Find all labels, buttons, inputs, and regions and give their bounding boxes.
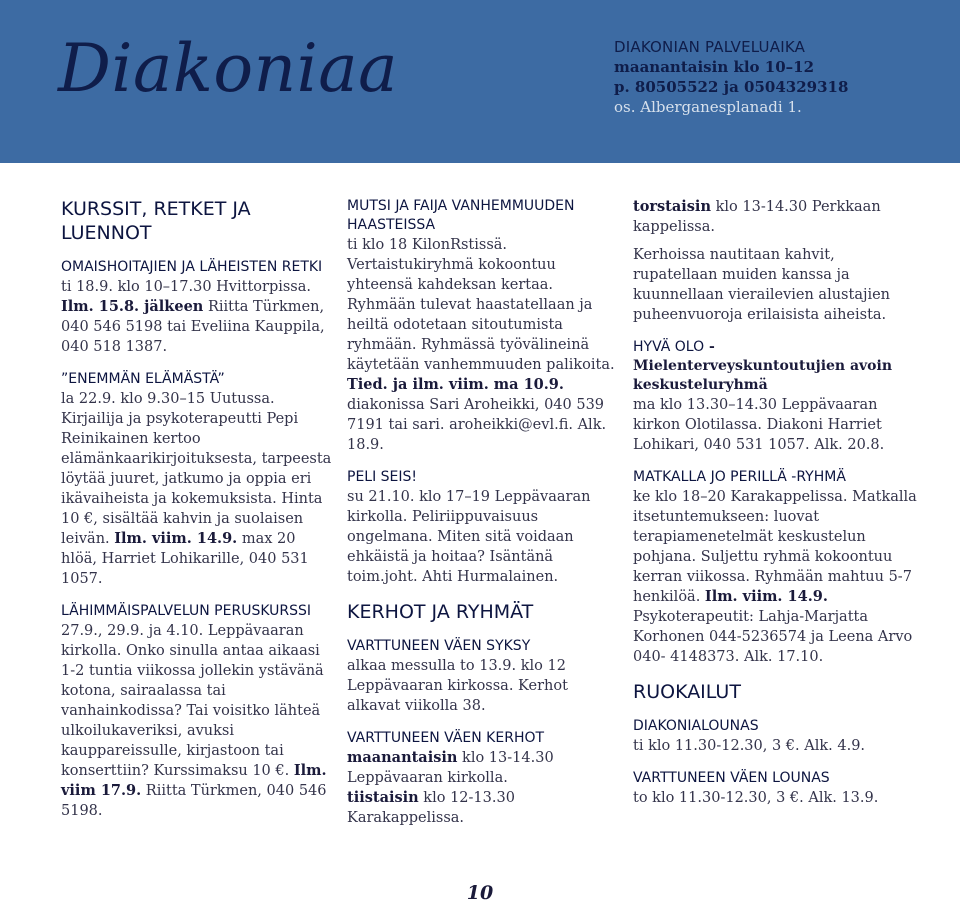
- column-1: [61, 197, 336, 821]
- journey-group-contact: Psykoterapeutit: Lahja-Marjatta Korhonen 044-5236574 ja Leena Arvo 040- 4148373. Alk. 17.10.: [633, 609, 913, 665]
- heading-seniors-clubs: VARTTUNEEN VÄEN KERHOT: [347, 730, 545, 746]
- parenting-reg: Tied. ja ilm. viim. ma 10.9.: [347, 376, 564, 393]
- heading-parenting: MUTSI JA FAIJA VANHEMMUUDEN HAASTEISSA: [347, 198, 575, 233]
- thursday-club: [633, 197, 923, 237]
- column-2: [347, 197, 617, 828]
- heading-wellbeing: [633, 338, 923, 395]
- tuesday-label: tiistaisin: [347, 789, 419, 806]
- caregiver-trip-date: ti 18.9. klo 10–17.30 Hvittorpissa.: [61, 279, 312, 295]
- caregiver-trip-contact: Riitta Türkmen, 040 546 5198 tai Eveliina Kauppila, 040 518 1387.: [61, 299, 325, 355]
- heading-game-stop: PELI SEIS!: [347, 469, 418, 485]
- more-life-contact: max 20 hlöä, Harriet Lohikarille, 040 531 1057.: [61, 531, 309, 587]
- seniors-clubs-monday: [347, 748, 617, 788]
- parenting-contact: diakonissa Sari Aroheikki, 040 539 7191 tai sari. aroheikki@evl.fi. Alk. 18.9.: [347, 397, 607, 453]
- seniors-lunch-body: to klo 11.30-12.30, 3 €. Alk. 13.9.: [633, 790, 879, 806]
- neighbor-course-contact: Riitta Türkmen, 040 546 5198.: [61, 783, 327, 819]
- wellbeing-rest: - Mielenterveyskuntoutujien avoin keskusteluryhmä: [633, 339, 893, 393]
- wellbeing-caps: HYVÄ OLO: [633, 339, 705, 355]
- service-hours: maanantaisin klo 10–12: [614, 58, 815, 76]
- more-life-reg: Ilm. viim. 14.9.: [114, 530, 238, 547]
- neighbor-course-desc: 27.9., 29.9. ja 4.10. Leppävaaran kirkolla. Onko sinulla antaa aikaasi 1-2 tuntia viikossa jollekin ystävänä kotona, sairaalassa tai vanhainkodissa? Tai voisitko lähteä ulkoilukaveriksi, avuksi kauppareissulle, kirjastoon tai konserttiin? Kurssimaksu 10 €.: [61, 623, 324, 779]
- more-life-date: la 22.9. klo 9.30–15 Uutussa.: [61, 391, 275, 407]
- more-life-desc: Kirjailija ja psykoterapeutti Pepi Reinikainen kertoo elämänkaarikirjoituksesta, tarpeesta löytää juuret, jatkumo ja oppia eri ikävaiheista ja kokemuksista. Hinta 10 €, sisältää kahvin ja suolaisen leivän.: [61, 411, 332, 547]
- section-title-clubs: KERHOT JA RYHMÄT: [347, 601, 534, 623]
- heading-neighbor-course: LÄHIMMÄISPALVELUN PERUSKURSSI: [61, 603, 312, 619]
- page-number: 10: [466, 882, 494, 904]
- heading-journey-group: MATKALLA JO PERILLÄ -RYHMÄ: [633, 469, 846, 485]
- heading-seniors-autumn: VARTTUNEEN VÄEN SYKSY: [347, 638, 531, 654]
- tuesday-detail: klo 12-13.30 Karakappelissa.: [347, 790, 515, 826]
- heading-seniors-lunch: VARTTUNEEN VÄEN LOUNAS: [633, 770, 830, 786]
- seniors-clubs-tuesday: [347, 788, 617, 828]
- page-title: Diakoniaa: [58, 30, 398, 107]
- section-title-meals: RUOKAILUT: [633, 681, 741, 703]
- section-title-courses: KURSSIT, RETKET JA LUENNOT: [61, 198, 251, 244]
- header-banner: [0, 0, 960, 163]
- game-stop-body: su 21.10. klo 17–19 Leppävaaran kirkolla. Peliriippuvaisuus ongelmana. Miten sitä voidaan ehkäistä ja hoitaa? Isäntänä toim.joht. Ahti Hurmalainen.: [347, 489, 591, 585]
- monday-label: maanantaisin: [347, 749, 458, 766]
- service-phones: p. 80505522 ja 0504329318: [614, 78, 849, 96]
- journey-group-desc: ke klo 18–20 Karakappelissa. Matkalla itsetuntemukseen: luovat terapiamenetelmät keskustelun pohjana. Suljettu ryhmä kokoontuu kerran viikossa. Ryhmään mahtuu 5-7 henkilöä.: [633, 489, 917, 605]
- heading-more-life: ”ENEMMÄN ELÄMÄSTÄ”: [61, 371, 225, 387]
- caregiver-trip-reg: Ilm. 15.8. jälkeen: [61, 298, 204, 315]
- journey-group-body: [633, 487, 923, 667]
- seniors-autumn-body: alkaa messulla to 13.9. klo 12 Leppävaaran kirkossa. Kerhot alkavat viikolla 38.: [347, 658, 568, 714]
- parenting-body: [347, 235, 617, 455]
- clubs-description: Kerhoissa nautitaan kahvit, rupatellaan muiden kanssa ja kuunnellaan vierailevien alustajien puheenvuoroja erilaisista aiheista.: [633, 247, 891, 323]
- journey-group-reg: Ilm. viim. 14.9.: [704, 588, 828, 605]
- service-heading: DIAKONIAN PALVELUAIKA: [614, 38, 806, 56]
- neighbor-course-body: [61, 621, 336, 821]
- column-3: [633, 197, 923, 808]
- neighbor-course-reg: Ilm. viim 17.9.: [61, 762, 327, 799]
- caregiver-trip-body: [61, 297, 336, 357]
- more-life-body: [61, 409, 336, 589]
- heading-diakonia-lunch: DIAKONIALOUNAS: [633, 718, 759, 734]
- diakonia-lunch-body: ti klo 11.30-12.30, 3 €. Alk. 4.9.: [633, 738, 866, 754]
- wellbeing-body: ma klo 13.30–14.30 Leppävaaran kirkon Olotilassa. Diakoni Harriet Lohikari, 040 531 1057. Alk. 20.8.: [633, 397, 885, 453]
- thursday-label: torstaisin: [633, 198, 711, 215]
- service-hours-box: [614, 37, 848, 117]
- service-address: os. Alberganesplanadi 1.: [614, 98, 802, 116]
- parenting-desc: ti klo 18 KilonRstissä. Vertaistukiryhmä kokoontuu yhteensä kahdeksan kertaa. Ryhmään tulevat haastatellaan ja heiltä odotetaan sitoutumista ryhmään. Ryhmässä työvälineinä käytetään vanhemmuuden palikoita.: [347, 237, 615, 373]
- thursday-detail: klo 13-14.30 Perkkaan kappelissa.: [633, 199, 881, 235]
- heading-caregiver-trip: OMAISHOITAJIEN JA LÄHEISTEN RETKI: [61, 259, 323, 275]
- monday-detail: klo 13-14.30 Leppävaaran kirkolla.: [347, 750, 554, 786]
